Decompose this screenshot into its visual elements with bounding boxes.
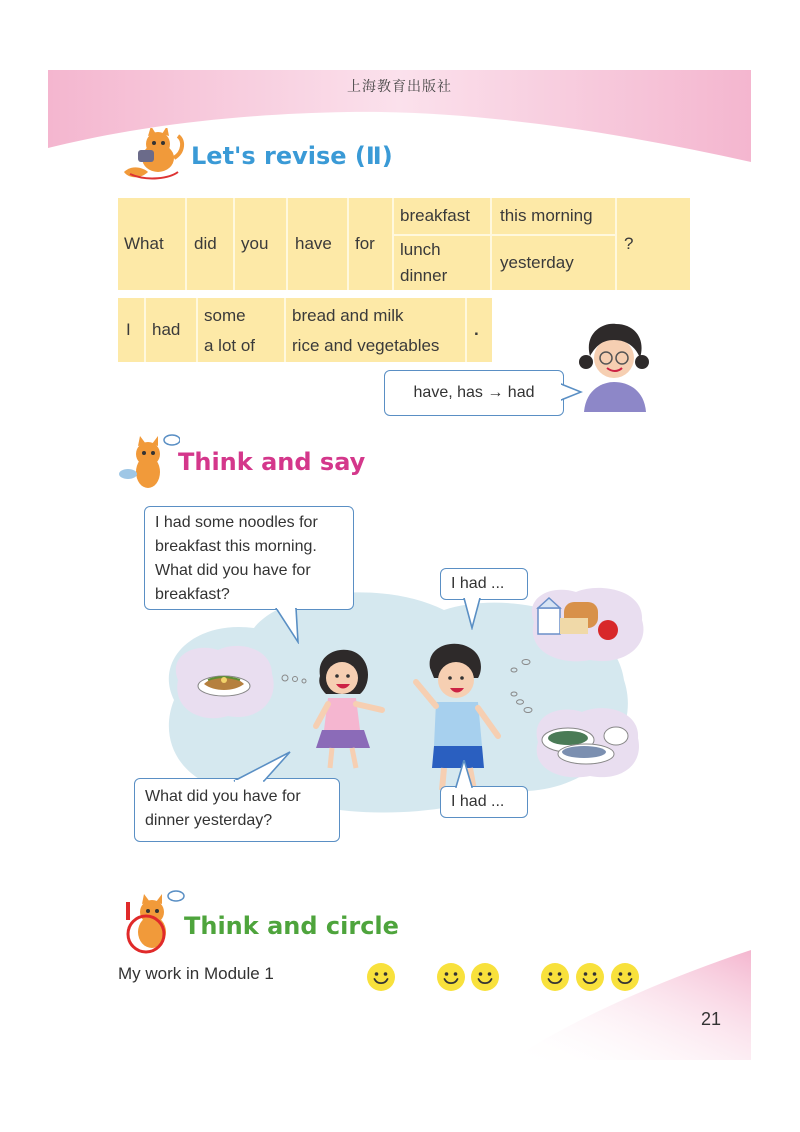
section-title-think-and-say: Think and say [178,448,366,476]
smiley-face-icon [366,962,396,992]
section-title-lets-revise: Let's revise (Ⅱ) [191,142,393,170]
bubble-line: What did you have for [155,562,311,579]
word-dinner: dinner [400,266,448,285]
word-you: you [241,234,269,253]
module-work-prompt: My work in Module 1 [118,964,274,983]
cat-mascot-icon [118,886,186,956]
teacher-note-text: have, has → had [413,384,535,401]
textbook-page [48,70,751,1060]
bubble-tail [454,760,476,788]
bubble-line: I had some noodles for [155,514,318,531]
sentence-table-question [118,198,690,290]
rating-one-smiley[interactable] [364,960,398,994]
word-i: I [126,320,131,339]
word-yesterday: yesterday [500,253,574,272]
word-lunch: lunch [400,240,441,259]
bubble-line: breakfast? [155,586,230,603]
bubble-line: dinner yesterday? [145,812,273,829]
page-number: 21 [700,1009,721,1029]
bubble-tail [274,608,304,644]
word-what: What [124,234,164,253]
bubble-line: What did you have for [145,788,301,805]
boy-answer-bubble-top [440,568,528,600]
noodles-thought-cloud [168,640,280,724]
word-some: some [204,306,246,325]
girl-question-bubble [144,506,354,610]
word-for: for [355,234,375,253]
section-title-think-and-circle: Think and circle [184,912,399,940]
phrase-bread-and-milk: bread and milk [292,306,404,325]
bubble-tail [224,750,294,782]
word-had: had [152,320,181,339]
bottom-pink-band [511,950,751,1060]
phrase-this-morning: this morning [500,206,593,225]
boy-answer-bubble-bottom [440,786,528,818]
phrase-a-lot-of: a lot of [204,336,256,355]
girl-figure [300,646,400,770]
smiley-face-icon [436,962,466,992]
cat-mascot-icon [118,128,188,182]
word-have: have [295,234,332,253]
bubble-line: I had ... [451,793,505,810]
girl-dinner-question-bubble [134,778,340,842]
sentence-table-answer [118,298,492,362]
bubble-line: breakfast this morning. [155,538,317,555]
cat-mascot-icon [118,432,180,494]
question-mark: ? [624,234,634,253]
bubble-line: I had ... [451,575,505,592]
publisher-name: 上海教育出版社 [347,79,452,95]
teacher-avatar [574,322,654,412]
phrase-rice-and-vegetables: rice and vegetables [292,336,440,355]
word-breakfast: breakfast [400,206,470,225]
bubble-tail [462,598,484,630]
word-did: did [194,234,217,253]
fish-dinner-thought-cloud [530,702,644,782]
bread-milk-thought-cloud [524,582,650,666]
rating-two-smileys[interactable] [434,960,504,994]
period-mark: . [474,320,479,339]
smiley-face-icon [470,962,500,992]
teacher-note-bubble [384,370,564,416]
